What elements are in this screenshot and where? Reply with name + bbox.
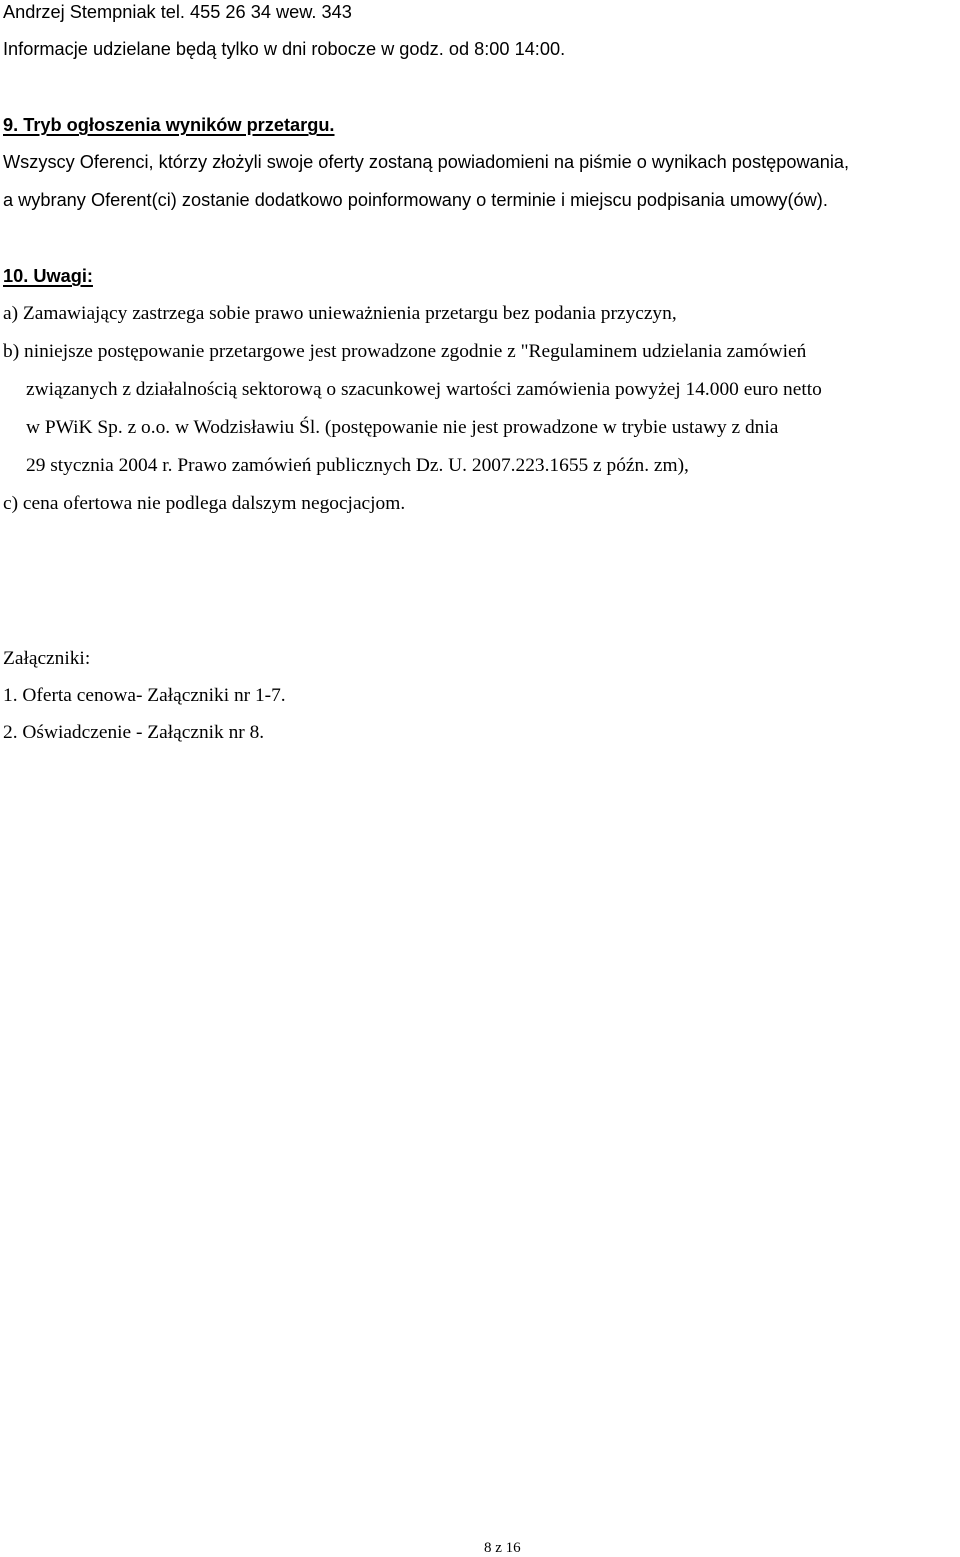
remark-c: c) cena ofertowa nie podlega dalszym negocjacjom. xyxy=(3,493,406,514)
remark-b-line-4: 29 stycznia 2004 r. Prawo zamówień publicznych Dz. U. 2007.223.1655 z późn. zm), xyxy=(26,455,689,476)
section-9-heading: 9. Tryb ogłoszenia wyników przetargu. xyxy=(3,115,335,135)
section-10-heading: 10. Uwagi: xyxy=(3,266,93,286)
contact-line-1: Andrzej Stempniak tel. 455 26 34 wew. 343 xyxy=(3,2,352,22)
contact-line-2: Informacje udzielane będą tylko w dni robocze w godz. od 8:00 14:00. xyxy=(3,39,566,59)
remark-a: a) Zamawiający zastrzega sobie prawo unieważnienia przetargu bez podania przyczyn, xyxy=(3,303,677,324)
attachment-item-1: 1. Oferta cenowa- Załączniki nr 1-7. xyxy=(3,685,286,706)
attachments-heading: Załączniki: xyxy=(3,648,91,669)
section-9-body-line-2: a wybrany Oferent(ci) zostanie dodatkowo poinformowany o terminie i miejscu podpisania umowy(ów). xyxy=(3,190,828,210)
section-9-body-line-1: Wszyscy Oferenci, którzy złożyli swoje oferty zostaną powiadomieni na piśmie o wynikach postępowania, xyxy=(3,152,850,172)
remark-b-line-3: w PWiK Sp. z o.o. w Wodzisławiu Śl. (postępowanie nie jest prowadzone w trybie ustawy z dnia xyxy=(26,417,779,438)
remark-b-line-2: związanych z działalnością sektorową o szacunkowej wartości zamówienia powyżej 14.000 euro netto xyxy=(26,379,822,400)
remark-b-line-1: b) niniejsze postępowanie przetargowe jest prowadzone zgodnie z "Regulaminem udzielania zamówień xyxy=(3,341,807,362)
page-number: 8 z 16 xyxy=(484,1540,521,1556)
attachment-item-2: 2. Oświadczenie - Załącznik nr 8. xyxy=(3,722,265,743)
